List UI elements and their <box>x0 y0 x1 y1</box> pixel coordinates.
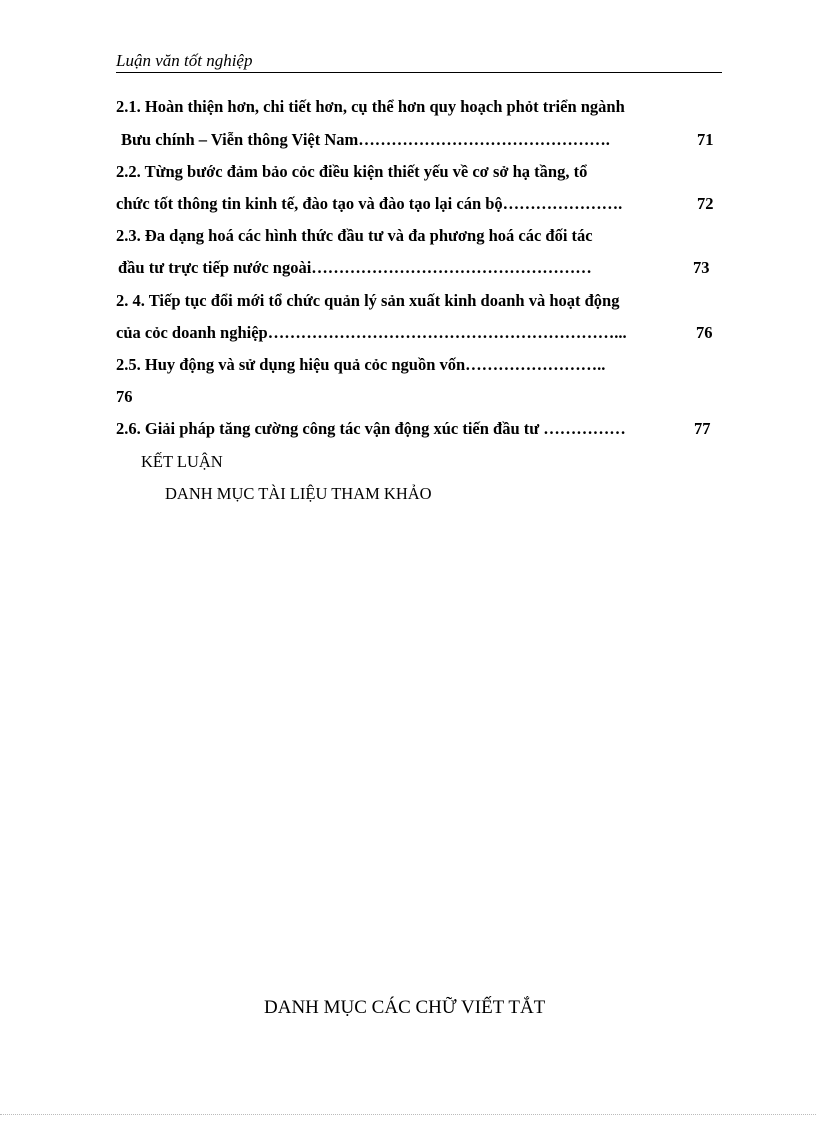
toc-entry-2-3-line2: đầu tư trực tiếp nước ngoài…………………………………………… <box>118 258 592 277</box>
page-bottom-divider <box>0 1114 816 1115</box>
toc-entry-2-4-line1: 2. 4. Tiếp tục đổi mới tổ chức quản lý sản xuất kinh doanh và hoạt động <box>116 291 620 310</box>
toc-entry-2-5-line2: 76 <box>116 387 133 406</box>
toc-entry-2-1-line2: Bưu chính – Viễn thông Việt Nam………………………………………. <box>121 130 610 149</box>
toc-entry-2-2-page: 72 <box>697 194 714 213</box>
toc-entry-2-2-line1: 2.2. Từng bước đảm bảo cỏc điều kiện thiết yếu về cơ sở hạ tầng, tổ <box>116 162 588 181</box>
toc-entry-2-4-line2: của cỏc doanh nghiệp………………………………………………………... <box>116 323 627 342</box>
toc-references: DANH MỤC TÀI LIỆU THAM KHẢO <box>165 484 432 503</box>
toc-entry-2-1-line1: 2.1. Hoàn thiện hơn, chi tiết hơn, cụ thể hơn quy hoạch phỏt triển ngành <box>116 97 625 116</box>
header-title: Luận văn tốt nghiệp <box>116 51 253 70</box>
abbreviations-title: DANH MỤC CÁC CHỮ VIẾT TẮT <box>264 997 546 1018</box>
toc-entry-2-3-page: 73 <box>693 258 710 277</box>
page-header <box>116 50 722 73</box>
toc-entry-2-2-line2: chức tốt thông tin kinh tế, đào tạo và đào tạo lại cán bộ…………………. <box>116 194 623 213</box>
toc-entry-2-5-line1: 2.5. Huy động và sử dụng hiệu quả cỏc nguồn vốn…………………….. <box>116 355 606 374</box>
toc-entry-2-1-page: 71 <box>697 130 714 149</box>
toc-entry-2-3-line1: 2.3. Đa dạng hoá các hình thức đầu tư và đa phương hoá các đối tác <box>116 226 593 245</box>
toc-entry-2-6-page: 77 <box>694 419 711 438</box>
toc-entry-2-6-line1: 2.6. Giải pháp tăng cường công tác vận động xúc tiến đầu tư …………… <box>116 419 626 438</box>
toc-entry-2-4-page: 76 <box>696 323 713 342</box>
toc-conclusion: KẾT LUẬN <box>141 452 223 471</box>
